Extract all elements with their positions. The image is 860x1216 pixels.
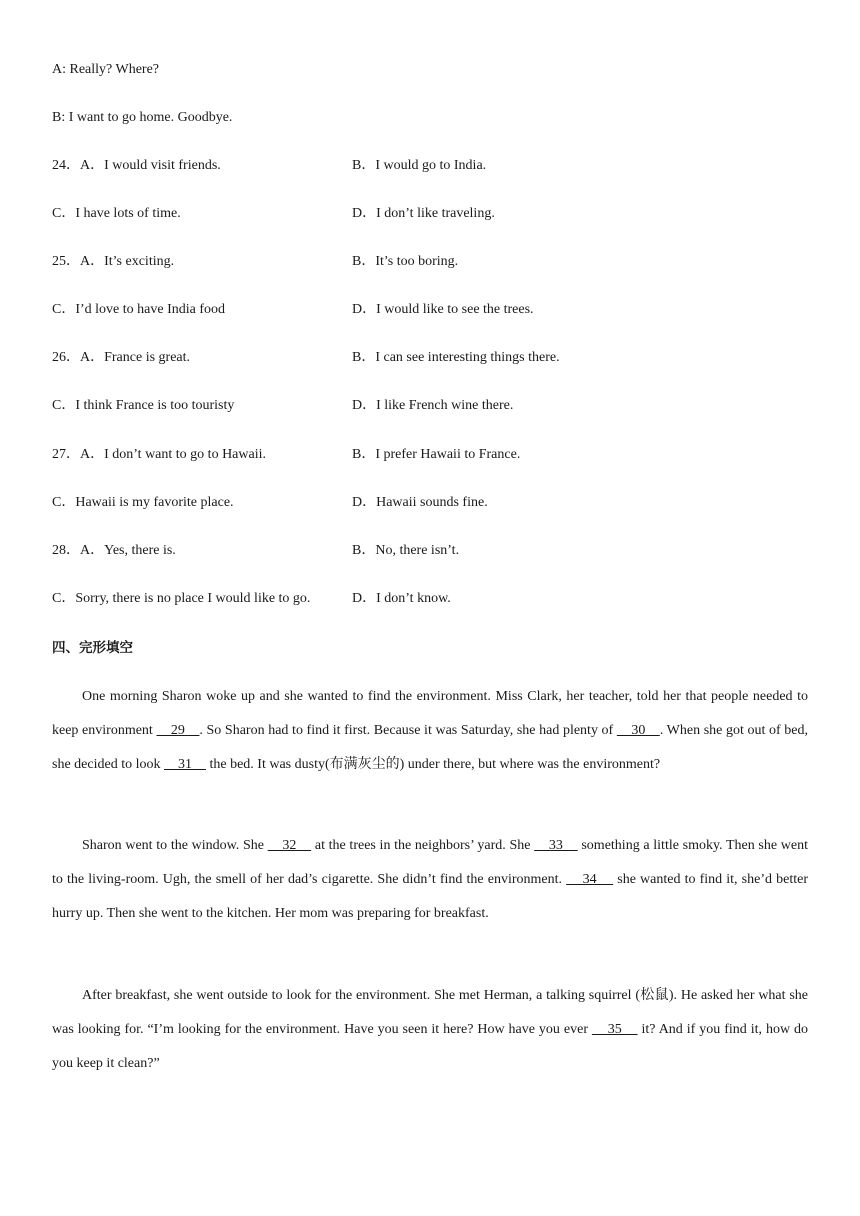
question-25-row-1 [52,253,812,271]
question-27-option-d: D．Hawaii sounds fine. [352,495,488,510]
question-24-option-d: D．I don’t like traveling. [352,206,495,221]
question-24-row-1 [52,157,812,175]
passage-text: the bed. It was dusty(布满灰尘的) under there, but where was the environment? [205,757,661,772]
question-27-row-2 [52,494,812,512]
question-28-option-a: 28．A．Yes, there is. [52,543,176,558]
question-26-option-b: B．I can see interesting things there. [352,350,560,365]
passage-text: . When she got out of bed, she decided to look [52,723,809,772]
question-25-option-d: D．I would like to see the trees. [352,302,534,317]
question-24-option-a: 24．A．I would visit friends. [52,158,221,173]
question-27-option-b: B．I prefer Hawaii to France. [352,447,521,462]
question-28-row-1 [52,542,812,560]
question-28-row-2 [52,590,812,608]
question-26-option-c: C．I think France is too touristy [52,398,235,413]
passage-text: it? And if you find it, how do you keep it clean?” [52,1022,809,1071]
blank-31: 31 [163,757,206,772]
question-25-option-a: 25．A．It’s exciting. [52,254,175,269]
dialogue-line-b: B: I want to go home. Goodbye. [52,110,233,125]
passage-text: . So Sharon had to find it first. Because it was Saturday, she had plenty of [199,723,617,738]
question-27-option-c: C．Hawaii is my favorite place. [52,495,234,510]
blank-33: 33 [534,838,578,853]
dialogue-line-a: A: Really? Where? [52,62,160,77]
question-28-option-d: D．I don’t know. [352,591,451,606]
section-title: 四、完形填空 [52,640,133,656]
blank-32: 32 [267,838,312,853]
question-25-row-2 [52,301,812,319]
question-25-option-b: B．It’s too boring. [352,254,459,269]
question-26-option-d: D．I like French wine there. [352,398,514,413]
passage-text: something a little smoky. Then she went to the living-room. Ugh, the smell of her dad’s cigarette. She didn’t find the environment. [52,838,808,887]
question-24-option-b: B．I would go to India. [352,158,487,173]
question-27-row-1 [52,446,812,464]
blank-35: 35 [591,1022,638,1037]
question-27-option-a: 27．A．I don’t want to go to Hawaii. [52,447,266,462]
passage-text: One morning Sharon woke up and she wanted to find the environment. Miss Clark, her teacher, told her that people needed to keep environment [52,689,808,738]
question-25-option-c: C．I’d love to have India food [52,302,226,317]
question-26-row-1 [52,349,812,367]
passage-paragraph-3 [52,979,808,1081]
passage-paragraph-2 [52,829,808,931]
question-26-option-a: 26．A．France is great. [52,350,191,365]
passage-text: at the trees in the neighbors’ yard. She [311,838,535,853]
question-24-row-2 [52,205,812,223]
passage-text: she wanted to find it, she’d better hurry up. Then she went to the kitchen. Her mom was preparing for breakfast. [52,872,808,921]
passage-text: Sharon went to the window. She [82,838,268,853]
question-28-option-b: B．No, there isn’t. [352,543,460,558]
question-26-row-2 [52,397,812,415]
blank-34: 34 [566,872,614,887]
passage-paragraph-1 [52,680,808,782]
blank-30: 30 [616,723,660,738]
question-24-option-c: C．I have lots of time. [52,206,181,221]
passage-text: After breakfast, she went outside to look for the environment. She met Herman, a talking squirrel (松鼠). He asked her what she was looking for. “I’m looking for the environment. Have you seen it here? How have you ever [52,988,808,1037]
question-28-option-c: C．Sorry, there is no place I would like to go. [52,591,311,606]
blank-29: 29 [156,723,200,738]
